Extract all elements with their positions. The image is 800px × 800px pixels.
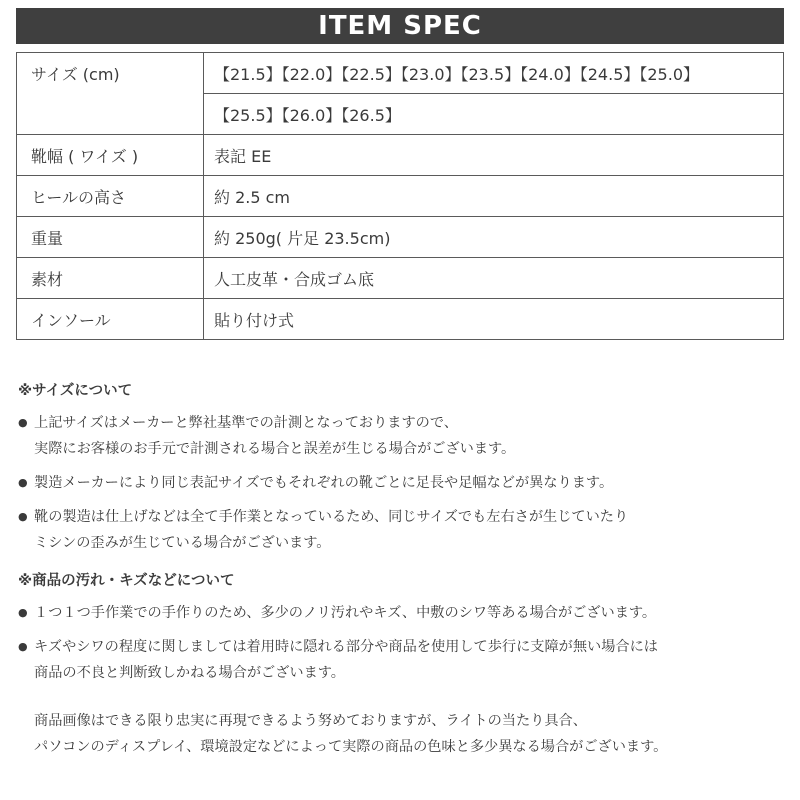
bullet-icon: ● — [18, 640, 28, 653]
spec-label-heel: ヒールの高さ — [17, 176, 204, 217]
table-row-size — [17, 53, 784, 94]
note-line: 製造メーカーにより同じ表記サイズでもそれぞれの靴ごとに足長や足幅などが異なります。 — [34, 475, 614, 491]
notes-section — [18, 378, 788, 760]
size-list-1: 【21.5】【22.0】【22.5】【23.0】【23.5】【24.0】【24.5】【25.0】 — [214, 64, 700, 84]
note-line: 実際にお客様のお手元で計測される場合と誤差が生じる場合がございます。 — [34, 441, 516, 457]
note-line: 商品の不良と判断致しかねる場合がございます。 — [34, 665, 345, 681]
list-item — [18, 504, 788, 556]
spec-value-size-line2 — [204, 94, 784, 135]
note-line: ミシンの歪みが生じている場合がございます。 — [34, 535, 331, 551]
note-line: 上記サイズはメーカーと弊社基準での計測となっておりますので、 — [34, 415, 458, 431]
note-text — [34, 634, 788, 686]
list-item — [18, 600, 788, 626]
footer-line: パソコンのディスプレイ、環境設定などによって実際の商品の色味と多少異なる場合がございます。 — [34, 739, 668, 755]
note-text — [34, 470, 788, 496]
size-list-2: 【25.5】【26.0】【26.5】 — [214, 105, 401, 125]
spec-value-insole: 貼り付け式 — [204, 299, 784, 340]
list-item — [18, 634, 788, 686]
spec-value-material: 人工皮革・合成ゴム底 — [204, 258, 784, 299]
bullet-icon: ● — [18, 416, 28, 429]
list-item — [18, 410, 788, 462]
table-row-heel — [17, 176, 784, 217]
spec-label-weight: 重量 — [17, 217, 204, 258]
note-text — [34, 504, 788, 556]
damage-notes-heading: ※商品の汚れ・キズなどについて — [18, 573, 235, 589]
spec-label-material: 素材 — [17, 258, 204, 299]
item-spec-title: ITEM SPEC — [16, 8, 784, 44]
table-row-width — [17, 135, 784, 176]
note-text — [34, 600, 788, 626]
bullet-icon: ● — [18, 606, 28, 619]
spec-label-insole: インソール — [17, 299, 204, 340]
spec-value-width: 表記 EE — [204, 135, 784, 176]
list-item — [18, 470, 788, 496]
spec-value-heel: 約 2.5 cm — [204, 176, 784, 217]
spec-value-size-line1 — [204, 53, 784, 94]
table-row-material — [17, 258, 784, 299]
spec-value-weight: 約 250g( 片足 23.5cm) — [204, 217, 784, 258]
size-notes-heading: ※サイズについて — [18, 383, 133, 399]
note-line: １つ１つ手作業での手作りのため、多少のノリ汚れやキズ、中敷のシワ等ある場合がございます。 — [34, 605, 657, 621]
note-line: キズやシワの程度に関しましては着用時に隠れる部分や商品を使用して歩行に支障が無い場合には — [34, 639, 658, 655]
table-row-insole — [17, 299, 784, 340]
note-line: 靴の製造は仕上げなどは全て手作業となっているため、同じサイズでも左右さが生じていたり — [34, 509, 629, 525]
spec-label-size-text: サイズ (cm) — [31, 65, 120, 84]
spec-label-size — [17, 53, 204, 135]
footer-line: 商品画像はできる限り忠実に再現できるよう努めておりますが、ライトの当たり具合、 — [34, 713, 587, 729]
bullet-icon: ● — [18, 510, 28, 523]
bullet-icon: ● — [18, 476, 28, 489]
footer-disclaimer — [18, 708, 788, 760]
spec-label-width: 靴幅 ( ワイズ ) — [17, 135, 204, 176]
spec-table — [16, 52, 784, 340]
table-row-weight — [17, 217, 784, 258]
note-text — [34, 410, 788, 462]
